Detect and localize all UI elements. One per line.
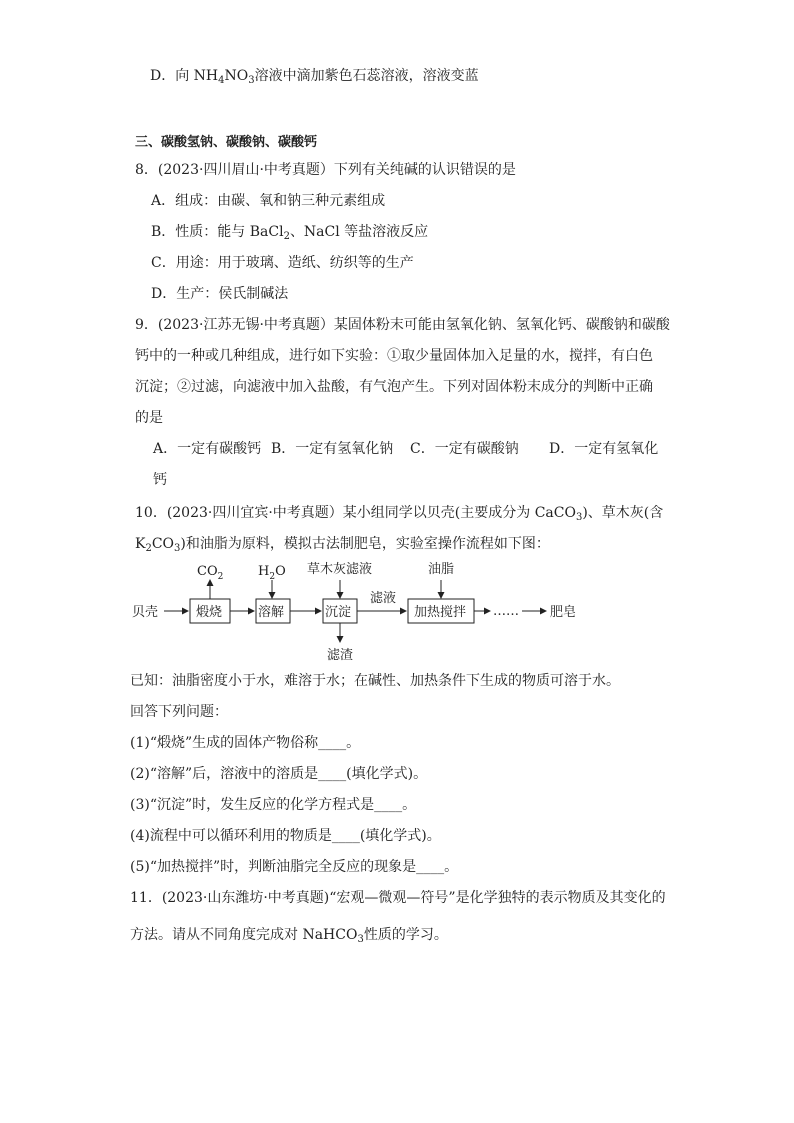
q9-option-d-continued: 钙 (153, 472, 167, 488)
section-title: 三、碳酸氢钠、碳酸钠、碳酸钙 (135, 135, 318, 150)
q10-sub5: (5)“加热搅拌”时，判断油脂完全反应的现象是____。 (130, 859, 459, 875)
filtrate-label: 滤液 (370, 591, 397, 606)
q9-stem-line1: 9．(2023·江苏无锡·中考真题）某固体粉末可能由氢氧化钠、氢氧化钙、碳酸钠和碳酸 (135, 317, 670, 333)
q10-stem-line2: $K_2CO_3$)和油脂为原料，模拟古法制肥皂，实验室操作流程如下图： (135, 536, 550, 554)
q7-option-d: D．向 $NH_4NO_3$溶液中滴加紫色石蕊溶液，溶液变蓝 (150, 68, 479, 86)
box-precipitate-label: 沉淀 (325, 605, 352, 620)
q10-known: 已知：油脂密度小于水，难溶于水；在碱性、加热条件下生成的物质可溶于水。 (130, 673, 620, 689)
q8-stem: 8．(2023·四川眉山·中考真题）下列有关纯碱的认识错误的是 (135, 162, 516, 178)
q10-sub3: (3)“沉淀”时，发生反应的化学方程式是____。 (130, 797, 417, 813)
q10-answer-prompt: 回答下列问题： (130, 704, 228, 720)
q10-sub2: (2)“溶解”后，溶液中的溶质是____(填化学式)。 (130, 766, 428, 782)
q11-stem-line1: 11．(2023·山东潍坊·中考真题)“宏观—微观—符号”是化学独特的表示物质及其变化的 (130, 890, 666, 906)
co2-label: $CO_2$ (197, 564, 224, 582)
box-calcination-label: 煅烧 (196, 605, 223, 620)
q8-option-c: C．用途：用于玻璃、造纸、纺织等的生产 (151, 255, 414, 271)
q9-option-a: A．一定有碳酸钙 (153, 441, 262, 457)
residue-label: 滤渣 (327, 648, 354, 663)
q8-option-a: A．组成：由碳、氧和钠三种元素组成 (151, 193, 386, 209)
q10-sub1: (1)“煅烧”生成的固体产物俗称____。 (130, 735, 361, 751)
q8-option-d: D．生产：侯氏制碱法 (151, 286, 289, 302)
q10-sub4: (4)流程中可以循环利用的物质是____(填化学式)。 (130, 828, 441, 844)
ellipsis-label: …… (493, 604, 519, 619)
box-heat-stir-label: 加热搅拌 (414, 605, 467, 620)
q9-stem-line3: 沉淀；②过滤，向滤液中加入盐酸，有气泡产生。下列对固体粉末成分的判断中正确 (135, 379, 653, 395)
box-dissolve-label: 溶解 (258, 605, 285, 620)
input-label: 贝壳 (132, 605, 159, 620)
q11-stem-line2: 方法。请从不同角度完成对 NaHCO$_3$性质的学习。 (130, 927, 448, 945)
oil-label: 油脂 (428, 562, 455, 577)
q8-option-b: B．性质：能与 BaCl$_2$、NaCl 等盐溶液反应 (151, 224, 429, 242)
q9-stem-line2: 钙中的一种或几种组成，进行如下实验：①取少量固体加入足量的水，搅拌，有白色 (135, 348, 653, 364)
q9-option-b: B．一定有氢氧化钠 (271, 441, 394, 457)
q9-option-d: D．一定有氢氧化 (549, 441, 659, 457)
output-label: 肥皂 (550, 605, 577, 620)
h2o-label: $H_2O$ (258, 564, 286, 582)
q10-stem-line1: 10．(2023·四川宜宾·中考真题）某小组同学以贝壳(主要成分为 CaCO$_3$)、草木灰(含 (135, 505, 664, 523)
q9-option-c: C．一定有碳酸钠 (410, 441, 519, 457)
ash-filtrate-label: 草木灰滤液 (307, 562, 373, 577)
q9-stem-line4: 的是 (135, 410, 163, 426)
process-flow-diagram (130, 558, 630, 666)
